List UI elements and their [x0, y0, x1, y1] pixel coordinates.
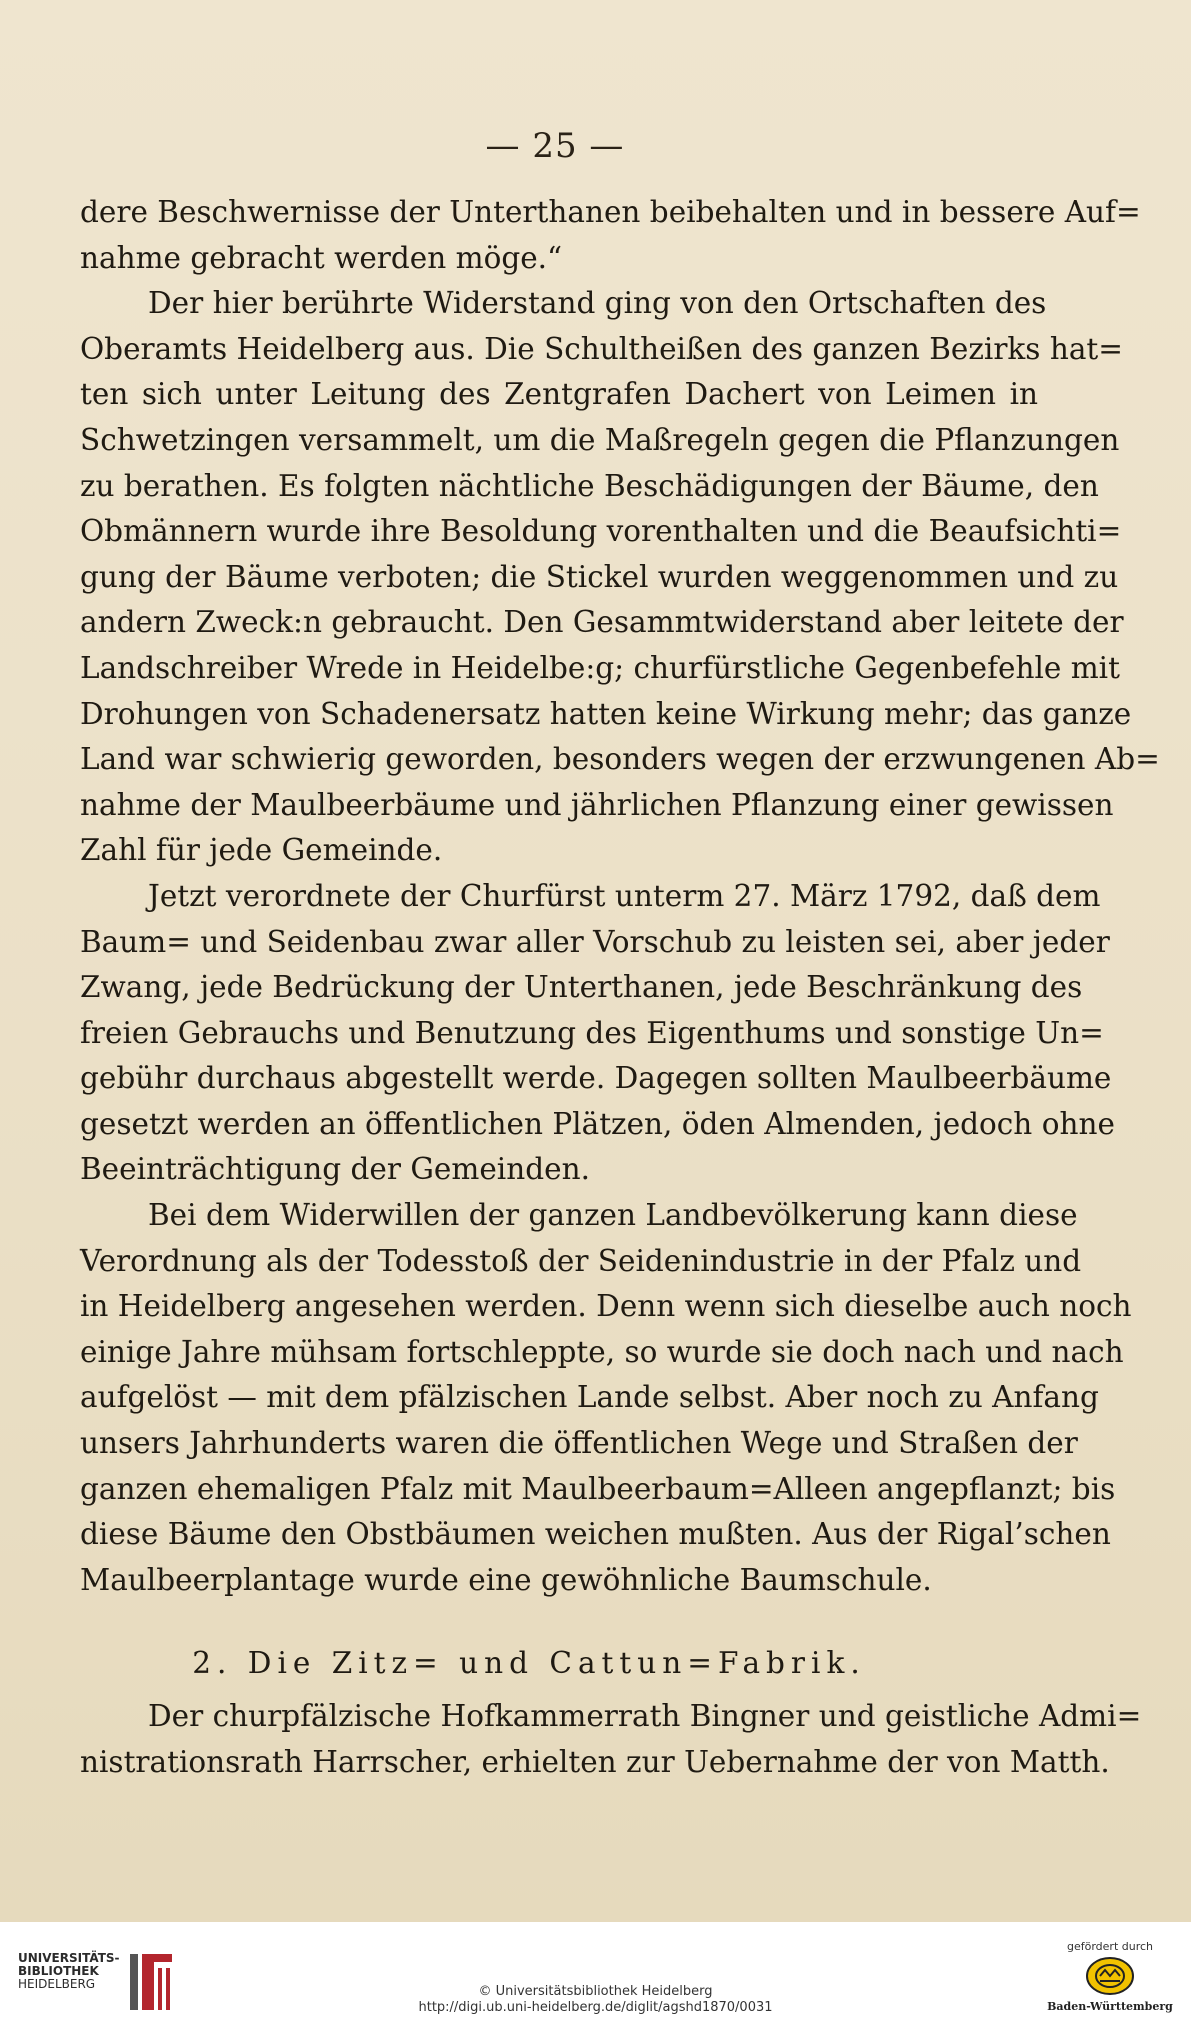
funding-name: Baden-Württemberg — [1047, 2000, 1173, 2013]
text-line: Jetzt verordnete der Churfürst unterm 27. März 1792, daß dem — [148, 878, 1101, 913]
paragraph — [80, 874, 1115, 1193]
text-line: Der hier berührte Widerstand ging von den Ortschaften des — [148, 286, 1047, 321]
text-line: Oberamts Heidelberg aus. Die Schultheißen des ganzen Bezirks hat= — [80, 331, 1123, 366]
library-logo-line: UNIVERSITÄTS- — [18, 1951, 120, 1965]
text-line: aufgelöst — mit dem pfälzischen Lande selbst. Aber noch zu Anfang — [80, 1380, 1099, 1415]
coat-of-arms-icon — [1085, 1956, 1135, 1996]
paragraph — [80, 281, 1160, 874]
text-line: diese Bäume den Obstbäumen weichen mußten. Aus der Rigal’schen — [80, 1517, 1111, 1552]
text-line: zu berathen. Es folgten nächtliche Beschädigungen der Bäume, den — [80, 468, 1099, 503]
funding-label: gefördert durch — [1066, 1940, 1154, 1953]
paragraph — [80, 1193, 1132, 1603]
text-line: ten sich unter Leitung des Zentgrafen Dachert von Leimen in — [80, 377, 1038, 412]
text-line: nahme der Maulbeerbäume und jährlichen Pflanzung einer gewissen — [80, 787, 1114, 822]
text-line: Obmännern wurde ihre Besoldung vorenthalten und die Beaufsichti= — [80, 514, 1122, 549]
text-line: einige Jahre mühsam fortschleppte, so wurde sie doch nach und nach — [80, 1334, 1124, 1369]
text-line: ganzen ehemaligen Pfalz mit Maulbeerbaum=Alleen angepflanzt; bis — [80, 1471, 1116, 1506]
text-line: Land war schwierig geworden, besonders wegen der erzwungenen Ab= — [80, 742, 1160, 777]
library-logo-line: BIBLIOTHEK — [18, 1964, 99, 1978]
funding-logo[interactable] — [1040, 1940, 1180, 2016]
copyright-text: © Universitätsbibliothek Heidelberg — [478, 1984, 713, 1999]
text-line: Der churpfälzische Hofkammerrath Bingner und geistliche Admi= — [148, 1699, 1142, 1734]
text-line: Verordnung als der Todesstoß der Seidenindustrie in der Pfalz und — [80, 1243, 1082, 1278]
text-line: Maulbeerplantage wurde eine gewöhnliche Baumschule. — [80, 1562, 932, 1597]
text-line: Landschreiber Wrede in Heidelbe:g; churfürstliche Gegenbefehle mit — [80, 650, 1120, 685]
text-line: Bei dem Widerwillen der ganzen Landbevölkerung kann diese — [148, 1198, 1078, 1233]
text-line: Drohungen von Schadenersatz hatten keine Wirkung mehr; das ganze — [80, 696, 1132, 731]
section-heading-container — [80, 1603, 1038, 1694]
text-line: freien Gebrauchs und Benutzung des Eigenthums und sonstige Un= — [80, 1015, 1104, 1050]
text-line: gebühr durchaus abgestellt werde. Dagegen sollten Maulbeerbäume — [80, 1061, 1112, 1096]
paragraph — [80, 1694, 1142, 1785]
text-line: nahme gebracht werden möge.“ — [80, 240, 563, 275]
text-line: Zwang, jede Bedrückung der Unterthanen, jede Beschränkung des — [80, 970, 1083, 1005]
text-line: unsers Jahrhunderts waren die öffentlichen Wege und Straßen der — [80, 1426, 1078, 1461]
text-line: Zahl für jede Gemeinde. — [80, 833, 443, 868]
text-line: nistrationsrath Harrscher, erhielten zur Uebernahme der von Matth. — [80, 1745, 1110, 1779]
source-url-link[interactable]: http://digi.ub.uni-heidelberg.de/diglit/agshd1870/0031 — [418, 2000, 773, 2015]
page-number: — 25 — — [485, 126, 625, 166]
text-line: Schwetzingen versammelt, um die Maßregeln gegen die Pflanzungen — [80, 422, 1120, 457]
footer-bar — [0, 1922, 1191, 2019]
text-line: Baum= und Seidenbau zwar aller Vorschub zu leisten sei, aber jeder — [80, 924, 1110, 959]
text-line: Beeinträchtigung der Gemeinden. — [80, 1152, 590, 1187]
section-heading: 2. Die Zitz= und Cattun=Fabrik. — [192, 1645, 866, 1680]
body-text — [80, 190, 1160, 1786]
text-line: dere Beschwernisse der Unterthanen beibehalten und in bessere Auf= — [80, 195, 1141, 229]
text-line: gesetzt werden an öffentlichen Plätzen, öden Almenden, jedoch ohne — [80, 1106, 1115, 1141]
text-line: in Heidelberg angesehen werden. Denn wenn sich dieselbe auch noch — [80, 1289, 1132, 1324]
text-line: andern Zweck:n gebraucht. Den Gesammtwiderstand aber leitete der — [80, 605, 1124, 640]
paragraph — [80, 190, 1141, 281]
text-line: gung der Bäume verboten; die Stickel wurden weggenommen und zu — [80, 559, 1119, 594]
library-logo-line: HEIDELBERG — [18, 1977, 96, 1991]
